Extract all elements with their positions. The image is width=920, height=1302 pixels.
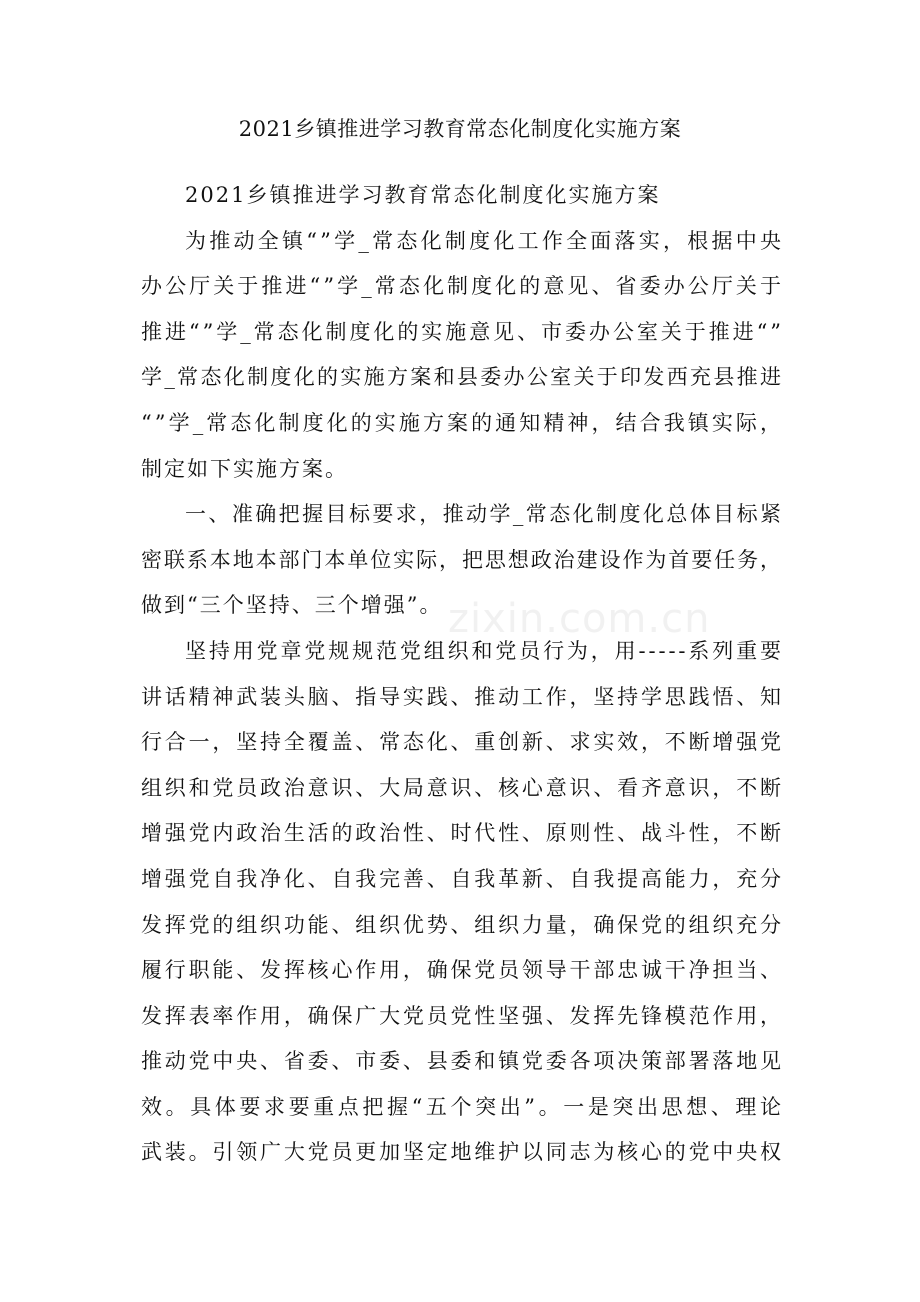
line-text: 发挥党的组织功能、组织优势、组织力量，确保党的组织充分: [141, 912, 784, 937]
line-text: 学_常态化制度化的实施方案和县委办公室关于印发西充县推进: [141, 365, 784, 390]
body-line: [141, 766, 784, 812]
body-line: [141, 1130, 784, 1176]
watermark-text: zixin.com.cn: [448, 596, 711, 642]
line-text: 坚持用党章党规规范党组织和党员行为，用-----系列重要: [185, 638, 784, 663]
line-text: 效。具体要求要重点把握“五个突出”。一是突出思想、理论: [141, 1094, 785, 1119]
line-text: 推进“”学_常态化制度化的实施意见、市委办公室关于推进“”: [141, 319, 784, 344]
body-line: [141, 948, 784, 994]
line-text: 为推动全镇“”学_常态化制度化工作全面落实，根据中央: [185, 228, 785, 253]
body-line: [141, 675, 784, 721]
body-line: 做到“三个坚持、三个增强”。: [141, 593, 443, 618]
line-text: 讲话精神武装头脑、指导实践、推动工作，坚持学思践悟、知: [141, 684, 784, 709]
body-line: [141, 310, 784, 356]
body-line: [141, 994, 784, 1040]
body-line: [141, 219, 785, 265]
body-line: [141, 401, 785, 447]
body-line: [141, 811, 784, 857]
body-line: [141, 1085, 785, 1131]
body-line: [141, 492, 784, 538]
line-text: 密联系本地本部门本单位实际，把思想政治建设作为首要任务，: [141, 547, 783, 572]
line-text: 发挥表率作用，确保广大党员党性坚强、发挥先锋模范作用，: [141, 1003, 784, 1028]
line-text: 推动党中央、省委、市委、县委和镇党委各项决策部署落地见: [141, 1049, 784, 1074]
body-line: [141, 1039, 784, 1085]
document-title: 2021乡镇推进学习教育常态化制度化实施方案: [238, 117, 682, 141]
line-text: 办公厅关于推进“”学_常态化制度化的意见、省委办公厅关于: [141, 274, 785, 299]
body-line: [141, 538, 781, 584]
body-line: [141, 355, 784, 401]
body-line: [141, 629, 784, 675]
body-line: 制定如下实施方案。: [141, 456, 348, 481]
line-text: “”学_常态化制度化的实施方案的通知精神，结合我镇实际，: [141, 410, 785, 435]
body-line: [141, 264, 785, 310]
line-text: 履行职能、发挥核心作用，确保党员领导干部忠诚干净担当、: [141, 958, 784, 983]
body-line: [141, 903, 784, 949]
line-text: 行合一，坚持全覆盖、常态化、重创新、求实效，不断增强党: [141, 730, 784, 755]
line-text: 增强党内政治生活的政治性、时代性、原则性、战斗性，不断: [141, 821, 784, 846]
line-text: 一、准确把握目标要求，推动学_常态化制度化总体目标紧: [185, 502, 784, 527]
line-text: 武装。引领广大党员更加坚定地维护以同志为核心的党中央权: [141, 1140, 784, 1165]
line-text: 组织和党员政治意识、大局意识、核心意识、看齐意识，不断: [141, 775, 784, 800]
body-line: [141, 857, 784, 903]
body-line: 2021乡镇推进学习教育常态化制度化实施方案: [185, 183, 661, 207]
line-text: 增强党自我净化、自我完善、自我革新、自我提高能力，充分: [141, 866, 784, 891]
document-body: [141, 173, 785, 1176]
body-line: [141, 720, 784, 766]
